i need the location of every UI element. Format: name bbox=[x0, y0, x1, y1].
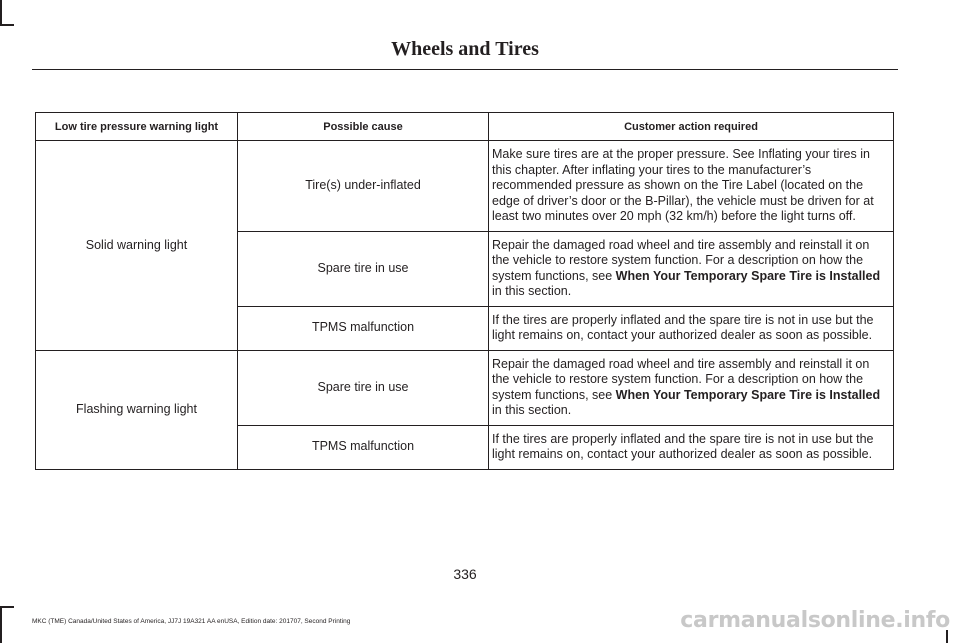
cross-reference-link: When Your Temporary Spare Tire is Installed bbox=[615, 268, 881, 283]
warning-light-cell: Solid warning light bbox=[36, 141, 238, 351]
action-text: Repair the damaged road wheel and tire assembly and reinstall it on the vehicle to restore system function. For a description on how the system functions, see bbox=[492, 356, 870, 402]
crop-mark-bottom-left-h bbox=[0, 606, 14, 608]
crop-mark-bottom-left-v bbox=[0, 606, 2, 643]
possible-cause-cell: Spare tire in use bbox=[238, 231, 489, 306]
table-row bbox=[36, 350, 894, 425]
possible-cause-cell: Tire(s) under-inflated bbox=[238, 141, 489, 232]
warning-light-cell: Flashing warning light bbox=[36, 350, 238, 469]
action-text: Repair the damaged road wheel and tire assembly and reinstall it on the vehicle to restore system function. For a description on how the system functions, see bbox=[492, 237, 870, 283]
page-title: Wheels and Tires bbox=[391, 38, 539, 60]
tpms-warning-table bbox=[35, 112, 894, 470]
action-text: in this section. bbox=[492, 284, 572, 298]
title-divider bbox=[32, 69, 898, 70]
crop-mark-top-left-h bbox=[0, 24, 14, 26]
customer-action-cell bbox=[489, 350, 894, 425]
possible-cause-cell: TPMS malfunction bbox=[238, 425, 489, 469]
column-header-light: Low tire pressure warning light bbox=[36, 113, 238, 141]
column-header-action: Customer action required bbox=[489, 113, 894, 141]
column-header-cause: Possible cause bbox=[238, 113, 489, 141]
table-row bbox=[36, 141, 894, 232]
customer-action-cell: Make sure tires are at the proper pressure. See Inflating your tires in this chapter. After inflating your tires to the manufacturer’s recommended pressure as shown on the Tire Label (located on the edge of driver’s door or the B-Pillar), the vehicle must be driven for at least two minutes over 20 mph (32 km/h) before the light turns off. bbox=[489, 141, 894, 232]
action-text: in this section. bbox=[492, 403, 572, 417]
page-number: 336 bbox=[453, 566, 477, 582]
cross-reference-link: When Your Temporary Spare Tire is Installed bbox=[615, 387, 881, 402]
customer-action-cell: If the tires are properly inflated and the spare tire is not in use but the light remains on, contact your authorized dealer as soon as possible. bbox=[489, 425, 894, 469]
crop-mark-top-left-v bbox=[0, 0, 2, 26]
table-header-row bbox=[36, 113, 894, 141]
watermark-logo: carmanualsonline.info bbox=[680, 608, 950, 633]
possible-cause-cell: Spare tire in use bbox=[238, 350, 489, 425]
customer-action-cell: If the tires are properly inflated and the spare tire is not in use but the light remains on, contact your authorized dealer as soon as possible. bbox=[489, 306, 894, 350]
footer-edition-note: MKC (TME) Canada/United States of America, JJ7J 19A321 AA enUSA, Edition date: 201707, Second Printing bbox=[32, 618, 351, 625]
customer-action-cell bbox=[489, 231, 894, 306]
possible-cause-cell: TPMS malfunction bbox=[238, 306, 489, 350]
